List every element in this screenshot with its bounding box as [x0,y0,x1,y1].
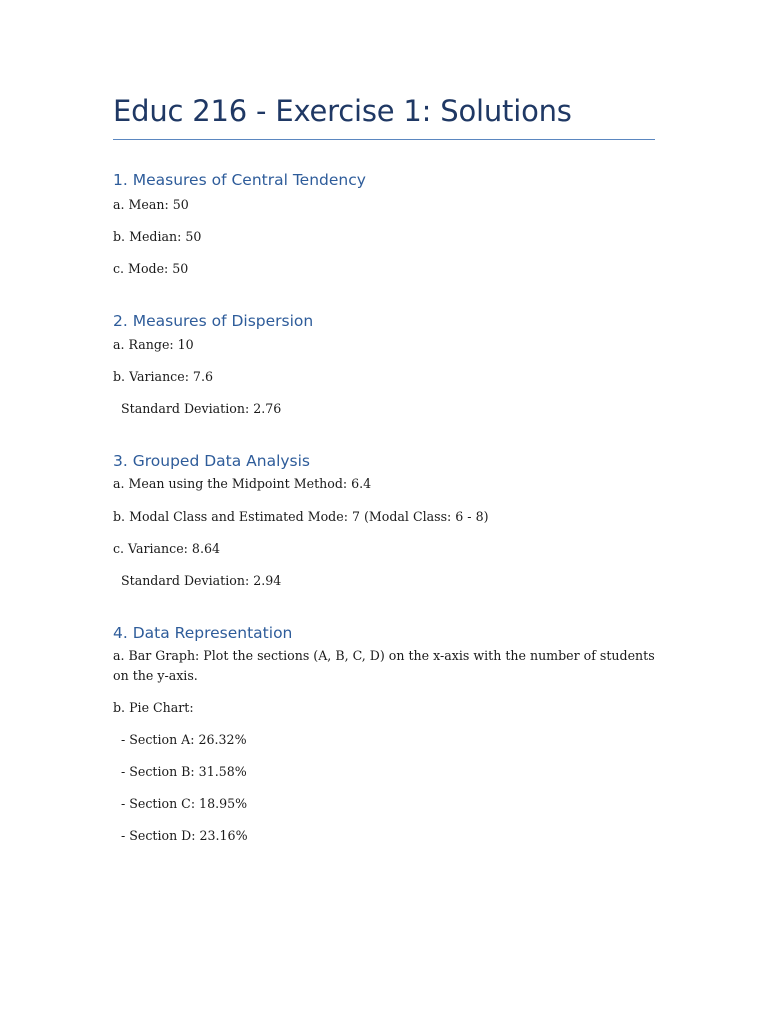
pie-chart-line: b. Pie Chart: [113,700,194,715]
mode-line: c. Mode: 50 [113,261,189,276]
variance-line: b. Variance: 7.6 [113,369,213,384]
std-deviation-line: Standard Deviation: 2.76 [121,401,282,416]
section-heading-dispersion: 2. Measures of Dispersion [113,312,314,330]
range-line: a. Range: 10 [113,337,194,352]
section-heading-data-representation: 4. Data Representation [113,624,293,642]
list-item-section-a: - Section A: 26.32% [121,732,247,747]
grouped-mean-line: a. Mean using the Midpoint Method: 6.4 [113,476,372,491]
section-heading-central-tendency: 1. Measures of Central Tendency [113,171,366,189]
grouped-std-deviation-line: Standard Deviation: 2.94 [121,573,282,588]
bar-graph-line: a. Bar Graph: Plot the sections (A, B, C, D) on the x-axis with the number of students on the y-axis. [113,648,655,683]
modal-class-line: b. Modal Class and Estimated Mode: 7 (Modal Class: 6 - 8) [113,509,489,524]
mean-line: a. Mean: 50 [113,197,189,212]
median-line: b. Median: 50 [113,229,202,244]
list-item-section-c: - Section C: 18.95% [121,796,248,811]
grouped-variance-line: c. Variance: 8.64 [113,541,220,556]
title-underline [113,139,655,140]
section-heading-grouped-data: 3. Grouped Data Analysis [113,452,311,470]
list-item-section-b: - Section B: 31.58% [121,764,247,779]
document-title: Educ 216 - Exercise 1: Solutions [113,94,572,128]
list-item-section-d: - Section D: 23.16% [121,828,248,843]
